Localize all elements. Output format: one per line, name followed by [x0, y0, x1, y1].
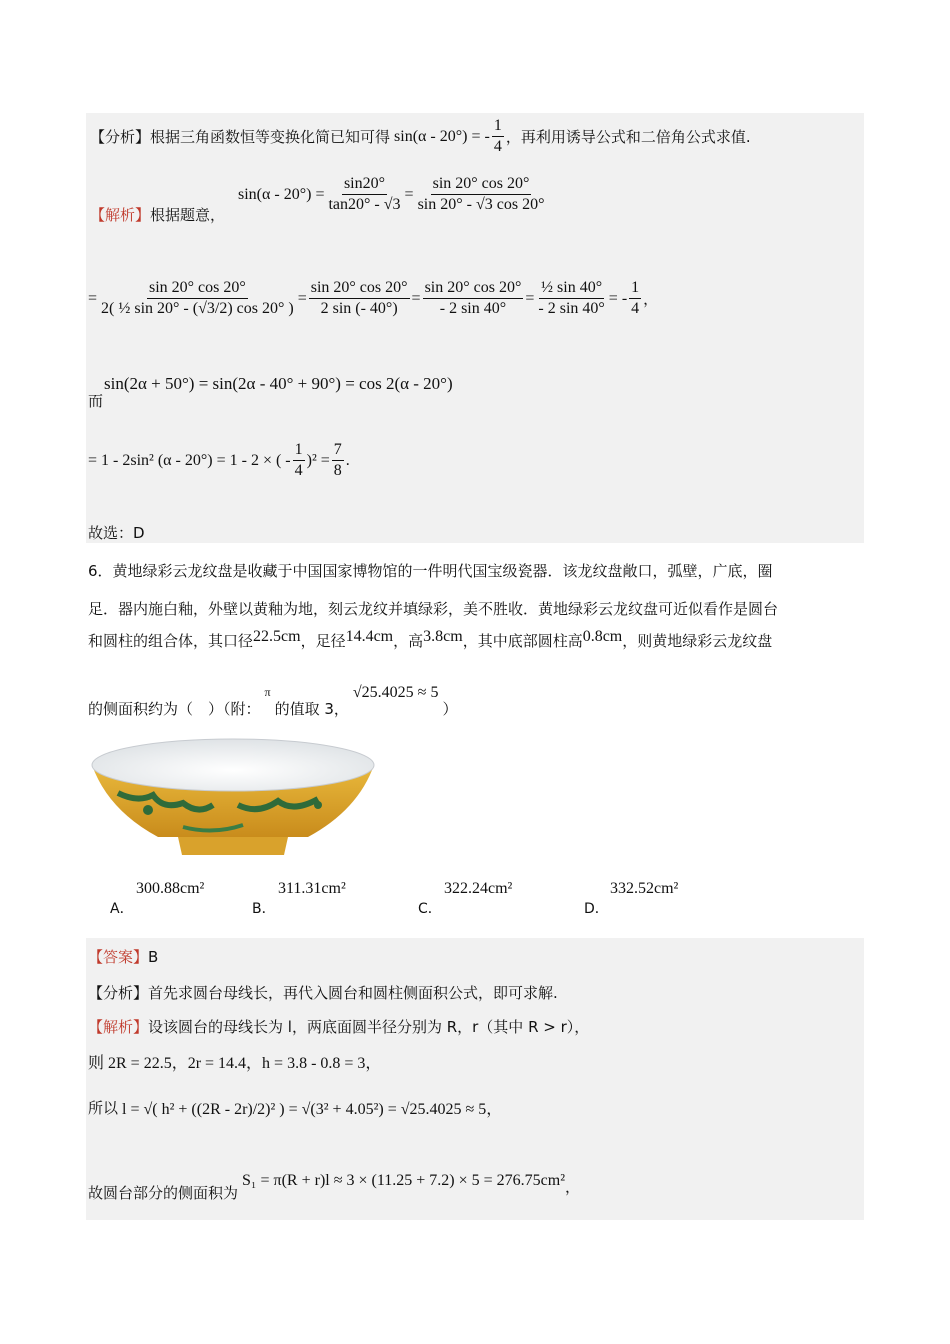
eq2-result-sign: = -: [608, 289, 628, 307]
solution-tag: 【解析】: [90, 206, 151, 224]
pi-symbol: π: [264, 685, 271, 699]
eq2-comma: ，: [643, 290, 659, 308]
eq4-part-a: = 1 - 2sin² (α - 20°) = 1 - 2 × ( -: [88, 451, 291, 469]
sqrt-approx: √25.4025 ≈ 5: [352, 683, 439, 701]
analysis-text: 根据三角函数恒等变换化简已知可得: [150, 128, 391, 146]
mouth-diameter: 22.5cm: [253, 627, 301, 645]
eq4-result-fraction: $\frac{7}{8}$: [333, 441, 342, 479]
eq2-fraction-4: $\frac{\text{½ sin 40°}}{- 2 \sin 40^\circ}$: [538, 279, 605, 317]
eq4-inner-fraction: $\frac{1}{4}$: [294, 441, 303, 479]
answer-l-line: 所以 l = √( h² + ((2R - 2r)/2)² ) = √(3² + 4.05²) = √25.4025 ≈ 5，: [88, 1096, 502, 1119]
q6-line-1: 6．黄地绿彩云龙纹盘是收藏于中国国家博物馆的一件明代国宝级瓷器．该龙纹盘敞口，弧壁，广底，圈: [88, 562, 773, 580]
analysis-tag: 【分析】: [90, 128, 151, 146]
answer-tag: 【答案】: [88, 948, 149, 966]
q5-equation-3: sin(2α + 50°) = sin(2α - 40° + 90°) = cos 2(α - 20°): [104, 374, 453, 393]
answer-solution: 【解析】设该圆台的母线长为 l，两底面圆半径分别为 R，r（其中 R > r），: [88, 1018, 590, 1036]
q6-line-4: 的侧面积约为（ ）（附： π 的值取 3， √25.4025 ≈ 5 ）: [88, 683, 458, 718]
eq2-fraction-2: $\frac{\sin 20^\circ \cos 20^\circ}{2 \sin (- 40^\circ)}$: [310, 279, 408, 317]
eq1-equals: =: [404, 185, 414, 203]
q5-equation-2: = $\frac{\sin 20^\circ \cos 20^\circ}{\text{2( ½ sin 20° - (√3/2) cos 20° )}}$ = $\frac{\sin 20^\circ \cos 20^\circ}{2 \sin (- 40^\circ)}$ = $\frac{\sin 20^\circ \cos 20^\circ}{- 2 \sin 40^\circ}$ = $\frac{\text{½ sin 40°}}{- 2 \sin 40^\circ}$ = - $\frac{1}{4}$ ，: [88, 279, 659, 317]
l-formula: l = √( h² + ((2R - 2r)/2)² ) = √(3² + 4.05²) = √25.4025 ≈ 5，: [122, 1101, 503, 1118]
answer-s1-line: 故圆台部分的侧面积为 S₁ = π(R + r)l ≈ 3 × (11.25 + 7.2) × 5 = 276.75cm² ，: [88, 1171, 581, 1202]
answer-value: B: [148, 948, 159, 966]
cylinder-height: 0.8cm: [582, 627, 623, 645]
q5-equation-1: [238, 174, 548, 215]
solution-text: 根据题意，: [150, 206, 226, 224]
er-word: 而: [88, 392, 104, 410]
q6-line-3: 和圆柱的组合体，其口径 22.5cm ，足径 14.4cm ，高 3.8cm ，其中底部圆柱高 0.8cm ，则黄地绿彩云龙纹盘: [88, 627, 773, 650]
analysis-tail: ，再利用诱导公式和二倍角公式求值.: [505, 128, 751, 146]
answer-analysis: 【分析】首先求圆台母线长，再代入圆台和圆柱侧面积公式，即可求解.: [88, 984, 558, 1002]
analysis-eq: sin(α - 20°) = -: [394, 127, 490, 145]
q5-equation-4: [88, 440, 350, 481]
q6-line-2: 足．器内施白釉，外壁以黄釉为地，刻云龙纹并填绿彩，美不胜收．黄地绿彩云龙纹盘可近似看作是圆台: [88, 600, 779, 618]
analysis-fraction: $\frac{1}{4}$: [493, 117, 502, 155]
eq2-result-fraction: $\frac{1}{4}$: [631, 279, 640, 317]
eq1-lhs: sin(α - 20°) =: [238, 185, 325, 203]
q5-solution-label: [90, 204, 225, 225]
q5-choice: 故选：D: [88, 524, 145, 542]
eq2-lead: =: [88, 289, 98, 307]
dragon-plate-image: [88, 735, 378, 860]
eq4-end: .: [345, 451, 350, 469]
height: 3.8cm: [423, 627, 463, 645]
s1-formula: S₁ = π(R + r)l ≈ 3 × (11.25 + 7.2) × 5 = 276.75cm²: [242, 1171, 565, 1189]
eq2-fraction-3: $\frac{\sin 20^\circ \cos 20^\circ}{- 2 \sin 40^\circ}$: [424, 279, 522, 317]
eq1-fraction-1: $\frac{\sin 20^\circ}{\tan 20^\circ - √3}$: [328, 175, 401, 213]
answer-ze-line: 则 2R = 22.5，2r = 14.4，h = 3.8 - 0.8 = 3，: [88, 1055, 382, 1072]
eq4-part-b: )² =: [306, 451, 330, 469]
foot-diameter: 14.4cm: [345, 627, 394, 645]
q5-analysis-line: [90, 116, 751, 157]
eq2-fraction-1: $\frac{\sin 20^\circ \cos 20^\circ}{\text{2( ½ sin 20° - (√3/2) cos 20° )}}$: [101, 279, 294, 317]
eq1-fraction-2: $\frac{\sin 20^\circ \cos 20^\circ}{\sin 20^\circ - √3 \cos 20^\circ}$: [417, 175, 545, 213]
answer-line: [88, 946, 158, 967]
